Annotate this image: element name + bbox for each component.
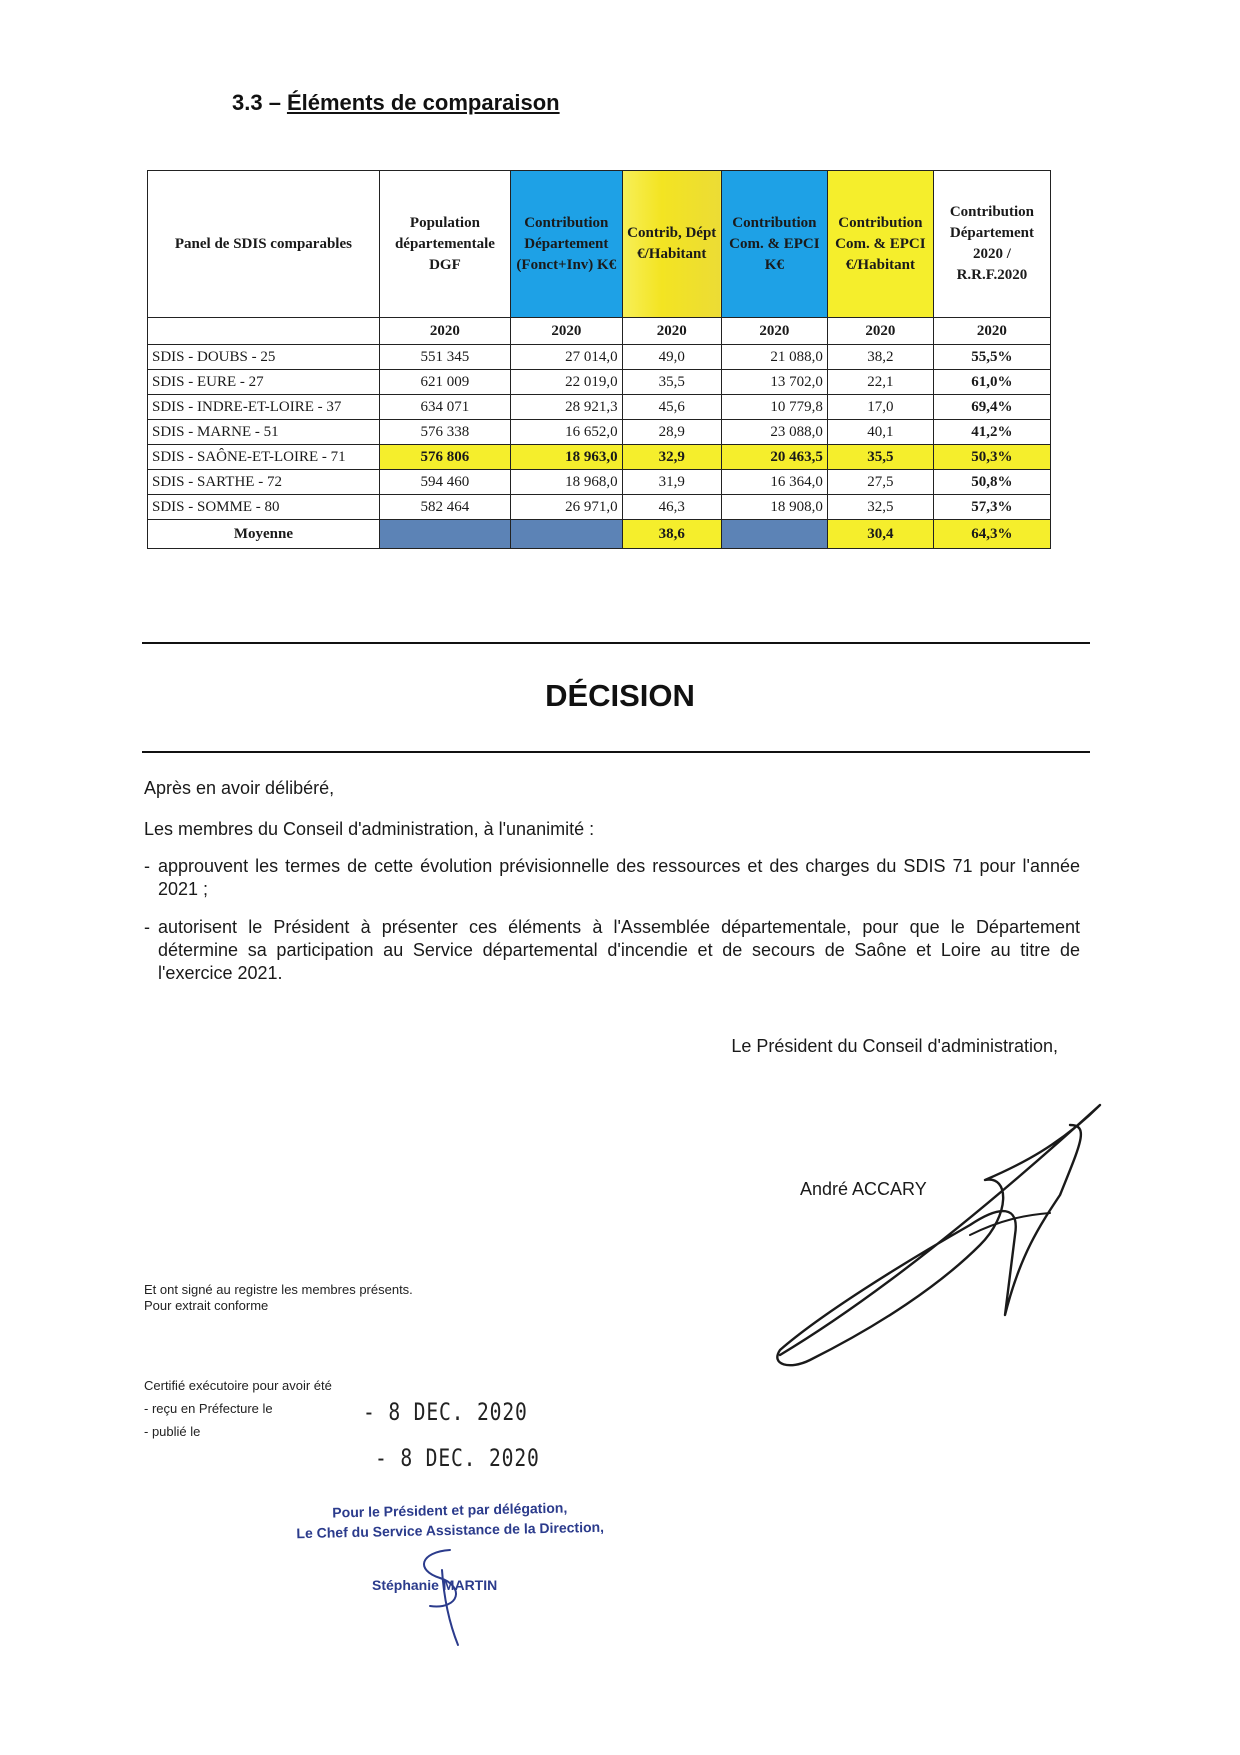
cell-com-per-hab: 22,1 <box>827 370 933 395</box>
average-empty-cell <box>379 520 510 549</box>
year-cell: 2020 <box>933 318 1050 345</box>
cell-contribution: 28 921,3 <box>511 395 623 420</box>
bullet-dash: - <box>144 917 150 937</box>
footer-certified: Certifié exécutoire pour avoir été <box>144 1378 332 1393</box>
cell-per-hab: 35,5 <box>622 370 721 395</box>
average-per-hab: 38,6 <box>622 520 721 549</box>
year-cell: 2020 <box>827 318 933 345</box>
bullet-text: autorisent le Président à présenter ces éléments à l'Assemblée départementale, pour que le Département détermine sa participation au Service départemental d'incendie et de secours de Saône et Loire au titre de l'exercice 2021. <box>158 917 1080 983</box>
col-header-ratio: Contribution Département 2020 / R.R.F.2020 <box>933 171 1050 318</box>
cell-com: 21 088,0 <box>721 345 827 370</box>
col-header-contribution-com-per-hab: Contribution Com. & EPCI €/Habitant <box>827 171 933 318</box>
handwritten-signature <box>760 1085 1140 1385</box>
delegation-line-2: Le Chef du Service Assistance de la Direction, <box>296 1518 605 1542</box>
comparison-table <box>147 170 1051 549</box>
col-header-contribution-dept: Contribution Département (Fonct+Inv) K€ <box>511 171 623 318</box>
cell-per-hab: 45,6 <box>622 395 721 420</box>
cell-com-per-hab: 35,5 <box>827 445 933 470</box>
footer-received: - reçu en Préfecture le <box>144 1401 273 1416</box>
year-cell: 2020 <box>622 318 721 345</box>
section-number: 3.3 – <box>232 90 281 115</box>
signatory-title: Le Président du Conseil d'administration, <box>731 1036 1058 1056</box>
cell-contribution: 16 652,0 <box>511 420 623 445</box>
delegation-block <box>270 1496 631 1544</box>
delegation-name: Stéphanie MARTIN <box>372 1577 498 1593</box>
cell-name: SDIS - DOUBS - 25 <box>148 345 380 370</box>
average-com-per-hab: 30,4 <box>827 520 933 549</box>
cell-name: SDIS - SAÔNE-ET-LOIRE - 71 <box>148 445 380 470</box>
cell-name: SDIS - EURE - 27 <box>148 370 380 395</box>
divider-bottom <box>142 751 1090 753</box>
cell-contribution: 22 019,0 <box>511 370 623 395</box>
table-row <box>148 420 1051 445</box>
average-label: Moyenne <box>148 520 380 549</box>
cell-contribution: 26 971,0 <box>511 495 623 520</box>
cell-com-per-hab: 38,2 <box>827 345 933 370</box>
cell-ratio: 50,8% <box>933 470 1050 495</box>
cell-contribution: 27 014,0 <box>511 345 623 370</box>
cell-ratio: 55,5% <box>933 345 1050 370</box>
cell-name: SDIS - MARNE - 51 <box>148 420 380 445</box>
cell-contribution: 18 968,0 <box>511 470 623 495</box>
cell-ratio: 61,0% <box>933 370 1050 395</box>
section-title <box>232 90 560 116</box>
year-cell <box>148 318 380 345</box>
cell-com-per-hab: 17,0 <box>827 395 933 420</box>
cell-com: 13 702,0 <box>721 370 827 395</box>
table-row <box>148 345 1051 370</box>
decision-members: Les membres du Conseil d'administration, à l'unanimité : <box>144 819 595 839</box>
cell-com-per-hab: 27,5 <box>827 470 933 495</box>
cell-population: 634 071 <box>379 395 510 420</box>
cell-com: 23 088,0 <box>721 420 827 445</box>
cell-population: 621 009 <box>379 370 510 395</box>
divider-top <box>142 642 1090 644</box>
cell-per-hab: 31,9 <box>622 470 721 495</box>
cell-name: SDIS - SOMME - 80 <box>148 495 380 520</box>
decision-bullet <box>144 916 1080 985</box>
cell-name: SDIS - SARTHE - 72 <box>148 470 380 495</box>
cell-name: SDIS - INDRE-ET-LOIRE - 37 <box>148 395 380 420</box>
average-empty-cell <box>511 520 623 549</box>
cell-com-per-hab: 32,5 <box>827 495 933 520</box>
table-row <box>148 470 1051 495</box>
col-header-population: Population départementale DGF <box>379 171 510 318</box>
decision-intro: Après en avoir délibéré, <box>144 778 335 798</box>
col-header-panel: Panel de SDIS comparables <box>148 171 380 318</box>
footer-published: - publié le <box>144 1424 201 1439</box>
col-header-contrib-per-hab: Contrib, Dépt €/Habitant <box>622 171 721 318</box>
date-stamp-published: - 8 DEC. 2020 <box>375 1444 540 1472</box>
cell-contribution: 18 963,0 <box>511 445 623 470</box>
cell-com: 10 779,8 <box>721 395 827 420</box>
table-row <box>148 370 1051 395</box>
col-header-contribution-com: Contribution Com. & EPCI K€ <box>721 171 827 318</box>
average-row <box>148 520 1051 549</box>
cell-ratio: 57,3% <box>933 495 1050 520</box>
cell-population: 594 460 <box>379 470 510 495</box>
cell-population: 551 345 <box>379 345 510 370</box>
cell-com-per-hab: 40,1 <box>827 420 933 445</box>
cell-per-hab: 49,0 <box>622 345 721 370</box>
signatory-name: André ACCARY <box>800 1179 927 1199</box>
decision-heading: DÉCISION <box>545 678 695 713</box>
table-row-highlighted <box>148 445 1051 470</box>
cell-population: 576 338 <box>379 420 510 445</box>
average-empty-cell <box>721 520 827 549</box>
year-cell: 2020 <box>721 318 827 345</box>
cell-com: 18 908,0 <box>721 495 827 520</box>
cell-ratio: 69,4% <box>933 395 1050 420</box>
cell-ratio: 41,2% <box>933 420 1050 445</box>
table-row <box>148 395 1051 420</box>
table-header-row <box>148 171 1051 318</box>
year-row <box>148 318 1051 345</box>
table-row <box>148 495 1051 520</box>
section-heading: Éléments de comparaison <box>286 90 560 115</box>
footer-extract: Pour extrait conforme <box>144 1298 269 1313</box>
delegation-line-1: Pour le Président et par délégation, <box>332 1499 568 1521</box>
bullet-text: approuvent les termes de cette évolution prévisionnelle des ressources et des charges du SDIS 71 pour l'année 2021 ; <box>158 856 1080 899</box>
cell-com: 20 463,5 <box>721 445 827 470</box>
footer-signed: Et ont signé au registre les membres présents. <box>144 1282 413 1297</box>
cell-per-hab: 46,3 <box>622 495 721 520</box>
average-ratio: 64,3% <box>933 520 1050 549</box>
bullet-dash: - <box>144 856 150 876</box>
cell-population: 576 806 <box>379 445 510 470</box>
delegation-signature <box>400 1540 490 1650</box>
cell-ratio: 50,3% <box>933 445 1050 470</box>
cell-com: 16 364,0 <box>721 470 827 495</box>
year-cell: 2020 <box>379 318 510 345</box>
year-cell: 2020 <box>511 318 623 345</box>
date-stamp-received: - 8 DEC. 2020 <box>363 1398 528 1426</box>
cell-population: 582 464 <box>379 495 510 520</box>
cell-per-hab: 28,9 <box>622 420 721 445</box>
cell-per-hab: 32,9 <box>622 445 721 470</box>
decision-bullet <box>144 855 1080 901</box>
